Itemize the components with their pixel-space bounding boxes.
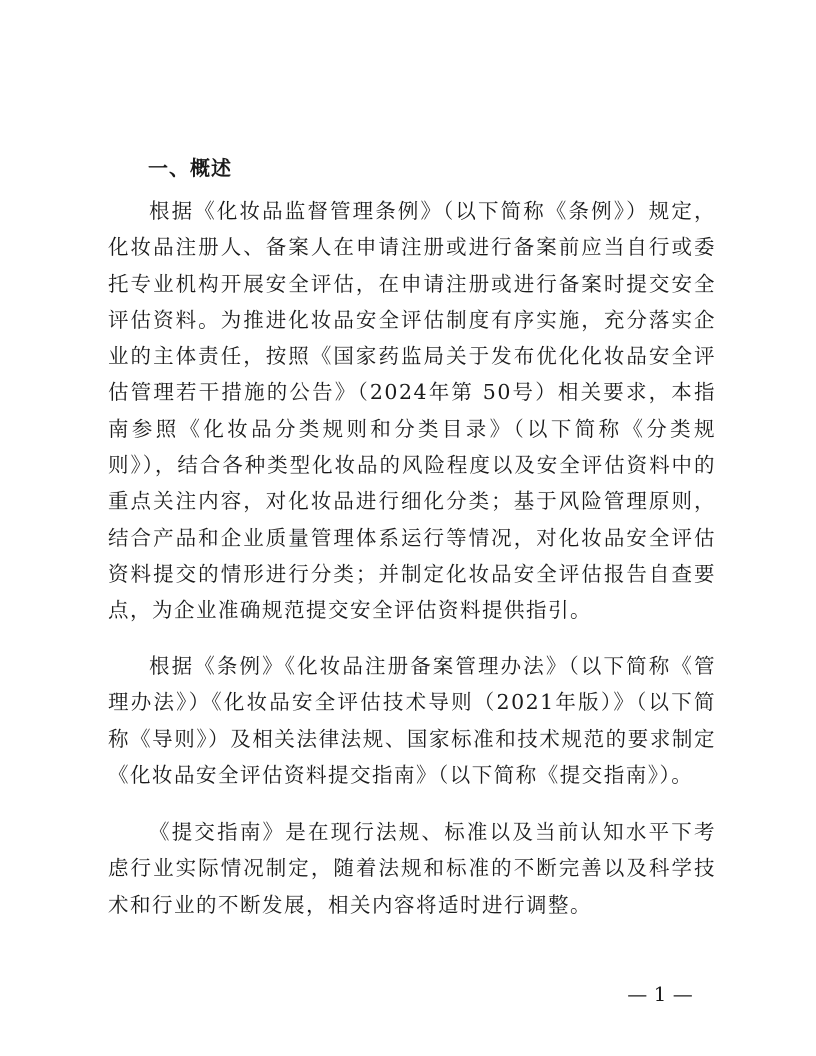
paragraph-overview: 根据《化妆品监督管理条例》（以下简称《条例》）规定，化妆品注册人、备案人在申请注册或进行备案前应当自行或委托专业机构开展安全评估，在申请注册或进行备案时提交安全评估资料。为推进化妆品安全评估制度有序实施，充分落实企业的主体责任，按照《国家药监局关于发布优化化妆品安全评估管理若干措施的公告》（2024年第 50号）相关要求，本指南参照《化妆品分类规则和分类目录》（以下简称《分类规则》），结合各种类型化妆品的风险程度以及安全评估资料中的重点关注内容，对化妆品进行细化分类；基于风险管理原则，结合产品和企业质量管理体系运行等情况，对化妆品安全评估资料提交的情形进行分类；并制定化妆品安全评估报告自查要点，为企业准确规范提交安全评估资料提供指引。 — [108, 199, 716, 623]
page-number: — 1 — — [627, 982, 693, 1006]
section-heading: 一、概述 — [148, 156, 232, 180]
paragraph-basis: 根据《条例》《化妆品注册备案管理办法》（以下简称《管理办法》）《化妆品安全评估技术导则（2021年版）》（以下简称《导则》）及相关法律法规、国家标准和技术规范的要求制定《化妆品安全评估资料提交指南》（以下简称《提交指南》）。 — [108, 654, 716, 787]
paragraph-adjustment: 《提交指南》是在现行法规、标准以及当前认知水平下考虑行业实际情况制定，随着法规和标准的不断完善以及科学技术和行业的不断发展，相关内容将适时进行调整。 — [108, 820, 716, 917]
